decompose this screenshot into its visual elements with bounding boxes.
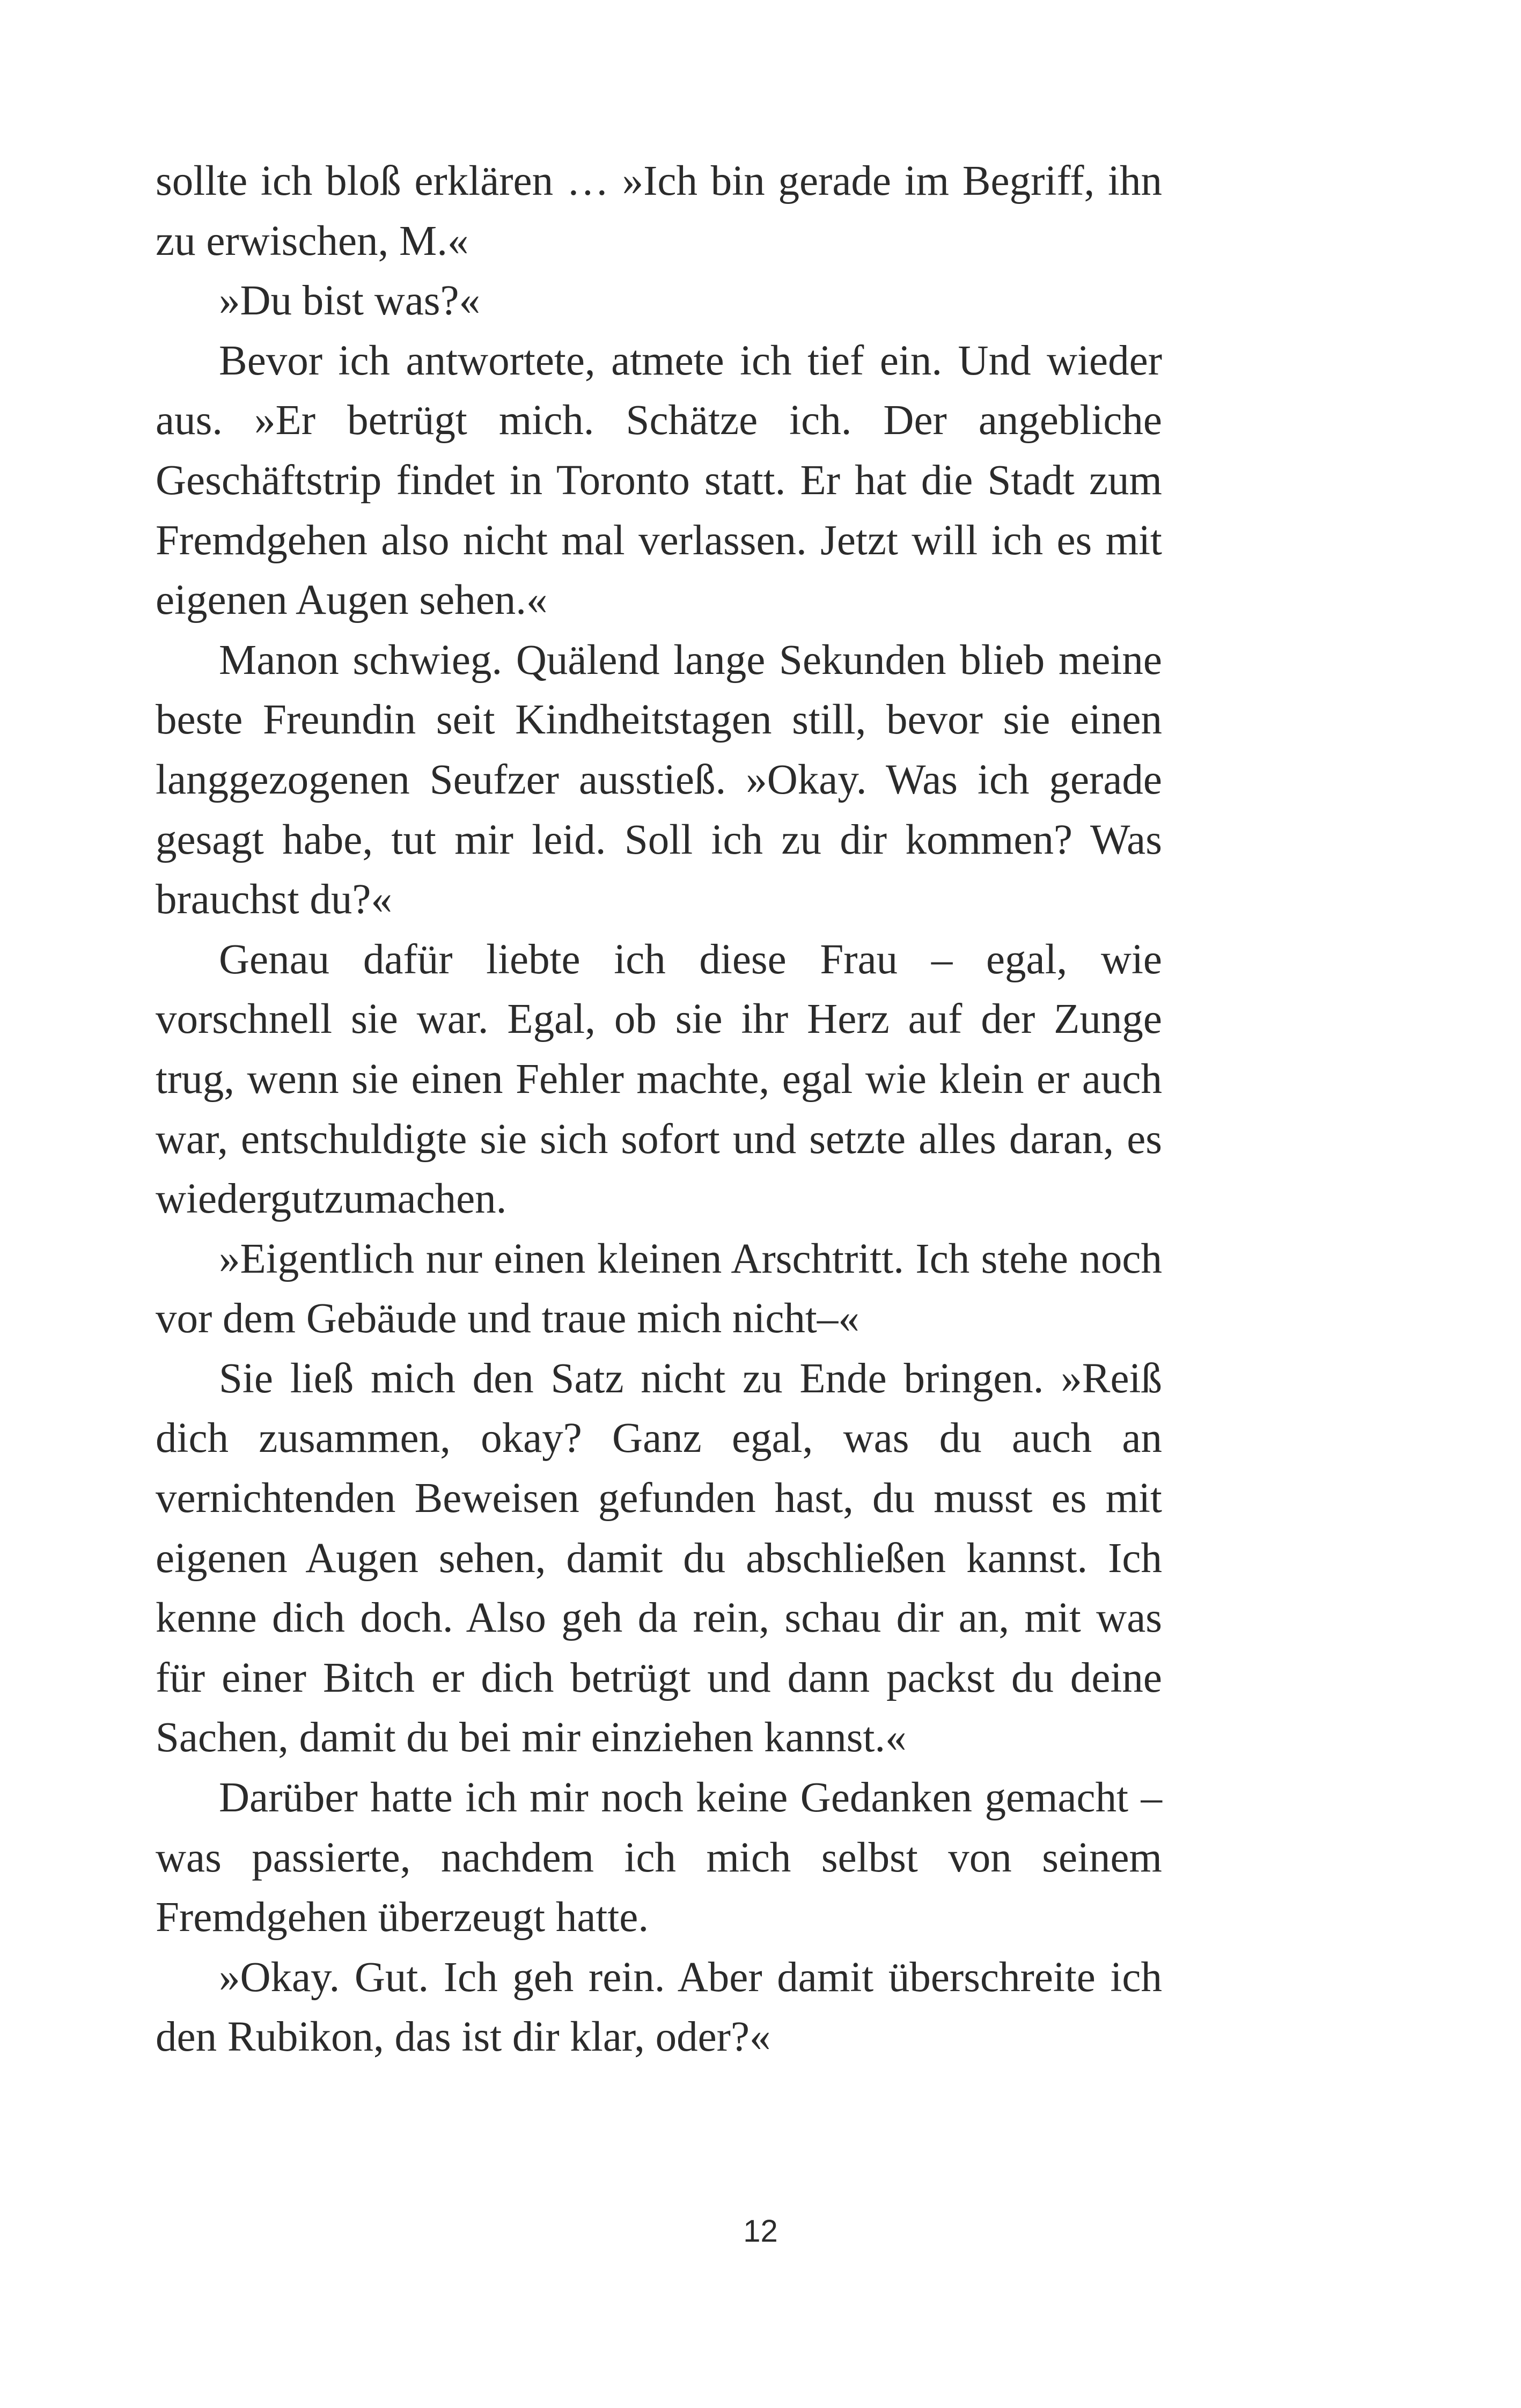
body-text xyxy=(156,151,1162,2067)
paragraph-2: »Du bist was?« xyxy=(219,277,481,325)
paragraph-8: Darüber hatte ich mir noch keine Gedanken gemacht – was passierte, nachdem ich mich selbst von seinem Fremdgehen überzeugt hatte. xyxy=(156,1774,1162,1941)
paragraph-7: Sie ließ mich den Satz nicht zu Ende bringen. »Reiß dich zusammen, okay? Ganz egal, was du auch an vernichtenden Beweisen gefunden hast, du musst es mit eigenen Augen sehen, damit du abschließen kannst. Ich kenne dich doch. Also geh da rein, schau dir an, mit was für einer Bitch er dich betrügt und dann packst du deine Sachen, damit du bei mir einziehen kannst.« xyxy=(156,1355,1162,1761)
page-number: 12 xyxy=(743,2214,778,2249)
paragraph-3: Bevor ich antwortete, atmete ich tief ein. Und wieder aus. »Er betrügt mich. Schätze ich. Der angebliche Geschäftstrip findet in Toronto statt. Er hat die Stadt zum Fremdgehen also nicht mal verlassen. Jetzt will ich es mit eigenen Augen sehen.« xyxy=(156,337,1162,624)
paragraph-1: sollte ich bloß erklären … »Ich bin gerade im Begriff, ihn zu erwischen, M.« xyxy=(156,158,1162,265)
paragraph-5: Genau dafür liebte ich diese Frau – egal, wie vorschnell sie war. Egal, ob sie ihr Herz auf der Zunge trug, wenn sie einen Fehler machte, egal wie klein er auch war, entschuldigte sie sich sofort und setzte alles daran, es wiedergutzumachen. xyxy=(156,936,1162,1223)
paragraph-9: »Okay. Gut. Ich geh rein. Aber damit überschreite ich den Rubikon, das ist dir klar, oder?« xyxy=(156,1954,1162,2061)
paragraph-4: Manon schwieg. Quälend lange Sekunden blieb meine beste Freundin seit Kindheitstagen still, bevor sie einen langgezogenen Seufzer ausstieß. »Okay. Was ich gerade gesagt habe, tut mir leid. Soll ich zu dir kommen? Was brauchst du?« xyxy=(156,636,1162,923)
paragraph-6: »Eigentlich nur einen kleinen Arschtritt. Ich stehe noch vor dem Gebäude und traue mich nicht–« xyxy=(156,1235,1162,1342)
